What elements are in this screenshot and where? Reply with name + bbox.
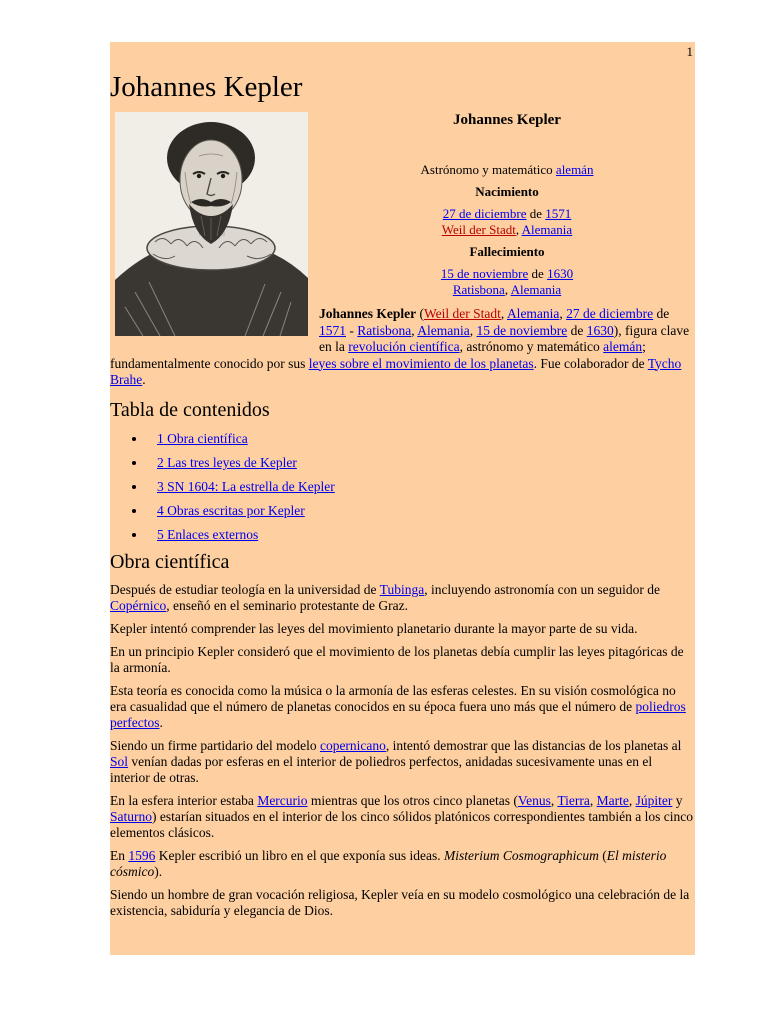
link-aleman-infobox[interactable]: alemán (555, 162, 594, 177)
toc-number[interactable]: 2 (157, 455, 164, 470)
para-text: , (550, 793, 558, 808)
document-page (110, 42, 695, 955)
para-text: mientras que los otros cinco planetas ( (307, 793, 518, 808)
toc-item-1[interactable] (157, 431, 248, 446)
link-mercurio[interactable]: Mercurio (257, 793, 308, 808)
toc-label[interactable]: Obra científica (167, 431, 248, 446)
link-birth-date-lead[interactable]: 27 de diciembre (566, 306, 654, 321)
link-copernicano[interactable]: copernicano (319, 738, 386, 753)
toc-list (130, 430, 335, 550)
para-text: ) estarían situados en el interior de los cinco sólidos platónicos correspondientes también a los cinco elementos clásicos. (110, 809, 693, 840)
toc-label[interactable]: Obras escritas por Kepler (167, 503, 305, 518)
page-number: 1 (686, 44, 693, 59)
para-text: , (628, 793, 636, 808)
link-birth-place[interactable]: Weil der Stadt (441, 222, 516, 237)
toc-item-4[interactable] (157, 503, 305, 518)
death-comma: , (504, 282, 511, 297)
infobox (392, 112, 622, 298)
link-birth-date[interactable]: 27 de diciembre (442, 206, 527, 221)
link-birth-year[interactable]: 1571 (545, 206, 572, 221)
link-poliedros-perfectos[interactable]: poliedros perfectos (110, 699, 686, 730)
lead-text: ; fundamentalmente conocido por sus (110, 339, 646, 371)
paragraph-2: Kepler intentó comprender las leyes del movimiento planetario durante la mayor parte de su vida. (110, 621, 638, 636)
kepler-portrait-illustration (115, 112, 308, 336)
lead-text: - (346, 322, 358, 338)
paragraph-6 (110, 793, 695, 841)
toc-item-5[interactable] (157, 527, 258, 542)
toc-item-2[interactable] (157, 455, 297, 470)
lead-text: , (500, 306, 507, 321)
link-jupiter[interactable]: Júpiter (635, 793, 673, 808)
link-leyes-planetas[interactable]: leyes sobre el movimiento de los planetas (308, 355, 534, 371)
para-text: Después de estudiar teología en la universidad de (110, 582, 380, 597)
link-alemania-2[interactable]: Alemania (417, 322, 470, 338)
lead-text: ( (416, 306, 425, 321)
infobox-birth-heading: Nacimiento (475, 184, 539, 199)
toc-number[interactable]: 4 (157, 503, 164, 518)
lead-text: , (411, 322, 418, 338)
paragraph-4 (110, 683, 695, 731)
link-saturno[interactable]: Saturno (110, 809, 152, 824)
toc-item[interactable] (130, 502, 335, 526)
occupation-text: Astrónomo y matemático (420, 162, 556, 177)
para-text: ( (598, 848, 607, 863)
toc-number[interactable]: 3 (157, 479, 164, 494)
toc-item[interactable] (130, 430, 335, 454)
link-death-place[interactable]: Ratisbona (452, 282, 505, 297)
para-text: venían dadas por esferas en el interior de poliedros perfectos, anidadas sucesivamente unas en el interior de otras. (110, 754, 653, 785)
link-tubinga[interactable]: Tubinga (379, 582, 425, 597)
link-tierra[interactable]: Tierra (557, 793, 590, 808)
link-1571[interactable]: 1571 (319, 322, 346, 338)
infobox-birth (392, 206, 622, 238)
lead-text: de (653, 306, 670, 321)
infobox-occupation (392, 162, 622, 178)
lead-paragraph (110, 306, 695, 389)
paragraph-7 (110, 848, 695, 880)
link-aleman[interactable]: alemán (603, 339, 643, 354)
para-text: Siendo un firme partidario del modelo (110, 738, 320, 753)
lead-text: , (559, 306, 567, 321)
infobox-title: Johannes Kepler (453, 112, 561, 128)
link-alemania[interactable]: Alemania (506, 306, 560, 321)
lead-text: de (567, 322, 587, 338)
link-ratisbona[interactable]: Ratisbona (357, 322, 412, 338)
lead-text: ), figura clave en la (319, 322, 690, 354)
link-death-year[interactable]: 1630 (547, 266, 574, 281)
lead-text: , astrónomo y matemático (459, 339, 604, 354)
death-de: de (528, 266, 548, 281)
link-death-country[interactable]: Alemania (510, 282, 562, 297)
link-sol[interactable]: Sol (110, 754, 129, 769)
toc-label[interactable]: Las tres leyes de Kepler (167, 455, 297, 470)
toc-title: Tabla de contenidos (110, 399, 270, 421)
toc-number[interactable]: 1 (157, 431, 164, 446)
book-title-translation: El misterio cósmico (110, 848, 667, 879)
infobox-death (392, 266, 622, 298)
para-text: , enseñó en el seminario protestante de Graz. (166, 598, 409, 613)
link-tycho-brahe[interactable]: Tycho Brahe (110, 355, 682, 387)
para-text: y (672, 793, 683, 808)
lead-text: , (469, 322, 477, 338)
para-text: En (110, 848, 129, 863)
toc-label[interactable]: Enlaces externos (167, 527, 259, 542)
para-text: Kepler escribió un libro en el que exponía sus ideas. (155, 848, 445, 863)
link-marte[interactable]: Marte (596, 793, 629, 808)
para-text: . (159, 715, 163, 730)
paragraph-1 (110, 582, 695, 614)
toc-label[interactable]: SN 1604: La estrella de Kepler (167, 479, 335, 494)
birth-comma: , (515, 222, 522, 237)
paragraph-3: En un principio Kepler consideró que el movimiento de los planetas debía cumplir las leyes pitagóricas de la armonía. (110, 644, 684, 675)
link-copernico[interactable]: Copérnico (110, 598, 167, 613)
link-venus[interactable]: Venus (517, 793, 551, 808)
link-death-date[interactable]: 15 de noviembre (440, 266, 529, 281)
paragraph-5 (110, 738, 695, 786)
section-title: Obra científica (110, 551, 230, 573)
lead-name: Johannes Kepler (319, 306, 417, 321)
portrait-image (115, 112, 308, 336)
toc-item-3[interactable] (157, 479, 335, 494)
toc-number[interactable]: 5 (157, 527, 164, 542)
book-title: Misterium Cosmographicum (444, 848, 599, 863)
toc-item[interactable] (130, 526, 335, 550)
para-text: , (589, 793, 597, 808)
section-body (110, 582, 695, 926)
para-text: , intentó demostrar que las distancias de los planetas al (385, 738, 682, 753)
birth-de: de (526, 206, 546, 221)
lead-text: . (142, 372, 146, 387)
para-text: , incluyendo astronomía con un seguidor de (424, 582, 661, 597)
link-1596[interactable]: 1596 (128, 848, 156, 863)
link-weil-der-stadt[interactable]: Weil der Stadt (424, 306, 501, 321)
link-birth-country[interactable]: Alemania (521, 222, 573, 237)
toc-item[interactable] (130, 478, 335, 502)
lead-text: . Fue colaborador de (533, 355, 648, 371)
infobox-death-heading: Fallecimiento (469, 244, 545, 259)
para-text: ). (154, 864, 163, 879)
para-text: En la esfera interior estaba (110, 793, 258, 808)
link-1630[interactable]: 1630 (586, 322, 614, 338)
para-text: Esta teoría es conocida como la música o la armonía de las esferas celestes. En su visión cosmológica no era casualidad que el número de planetas conocidos en su época fuera uno más que el número de (110, 683, 676, 714)
link-revolucion-cientifica[interactable]: revolución científica (348, 339, 460, 354)
paragraph-8: Siendo un hombre de gran vocación religiosa, Kepler veía en su modelo cosmológico una celebración de la existencia, sabiduría y elegancia de Dios. (110, 887, 690, 918)
toc-item[interactable] (130, 454, 335, 478)
link-death-date-lead[interactable]: 15 de noviembre (476, 322, 568, 338)
page-title: Johannes Kepler (110, 71, 303, 103)
